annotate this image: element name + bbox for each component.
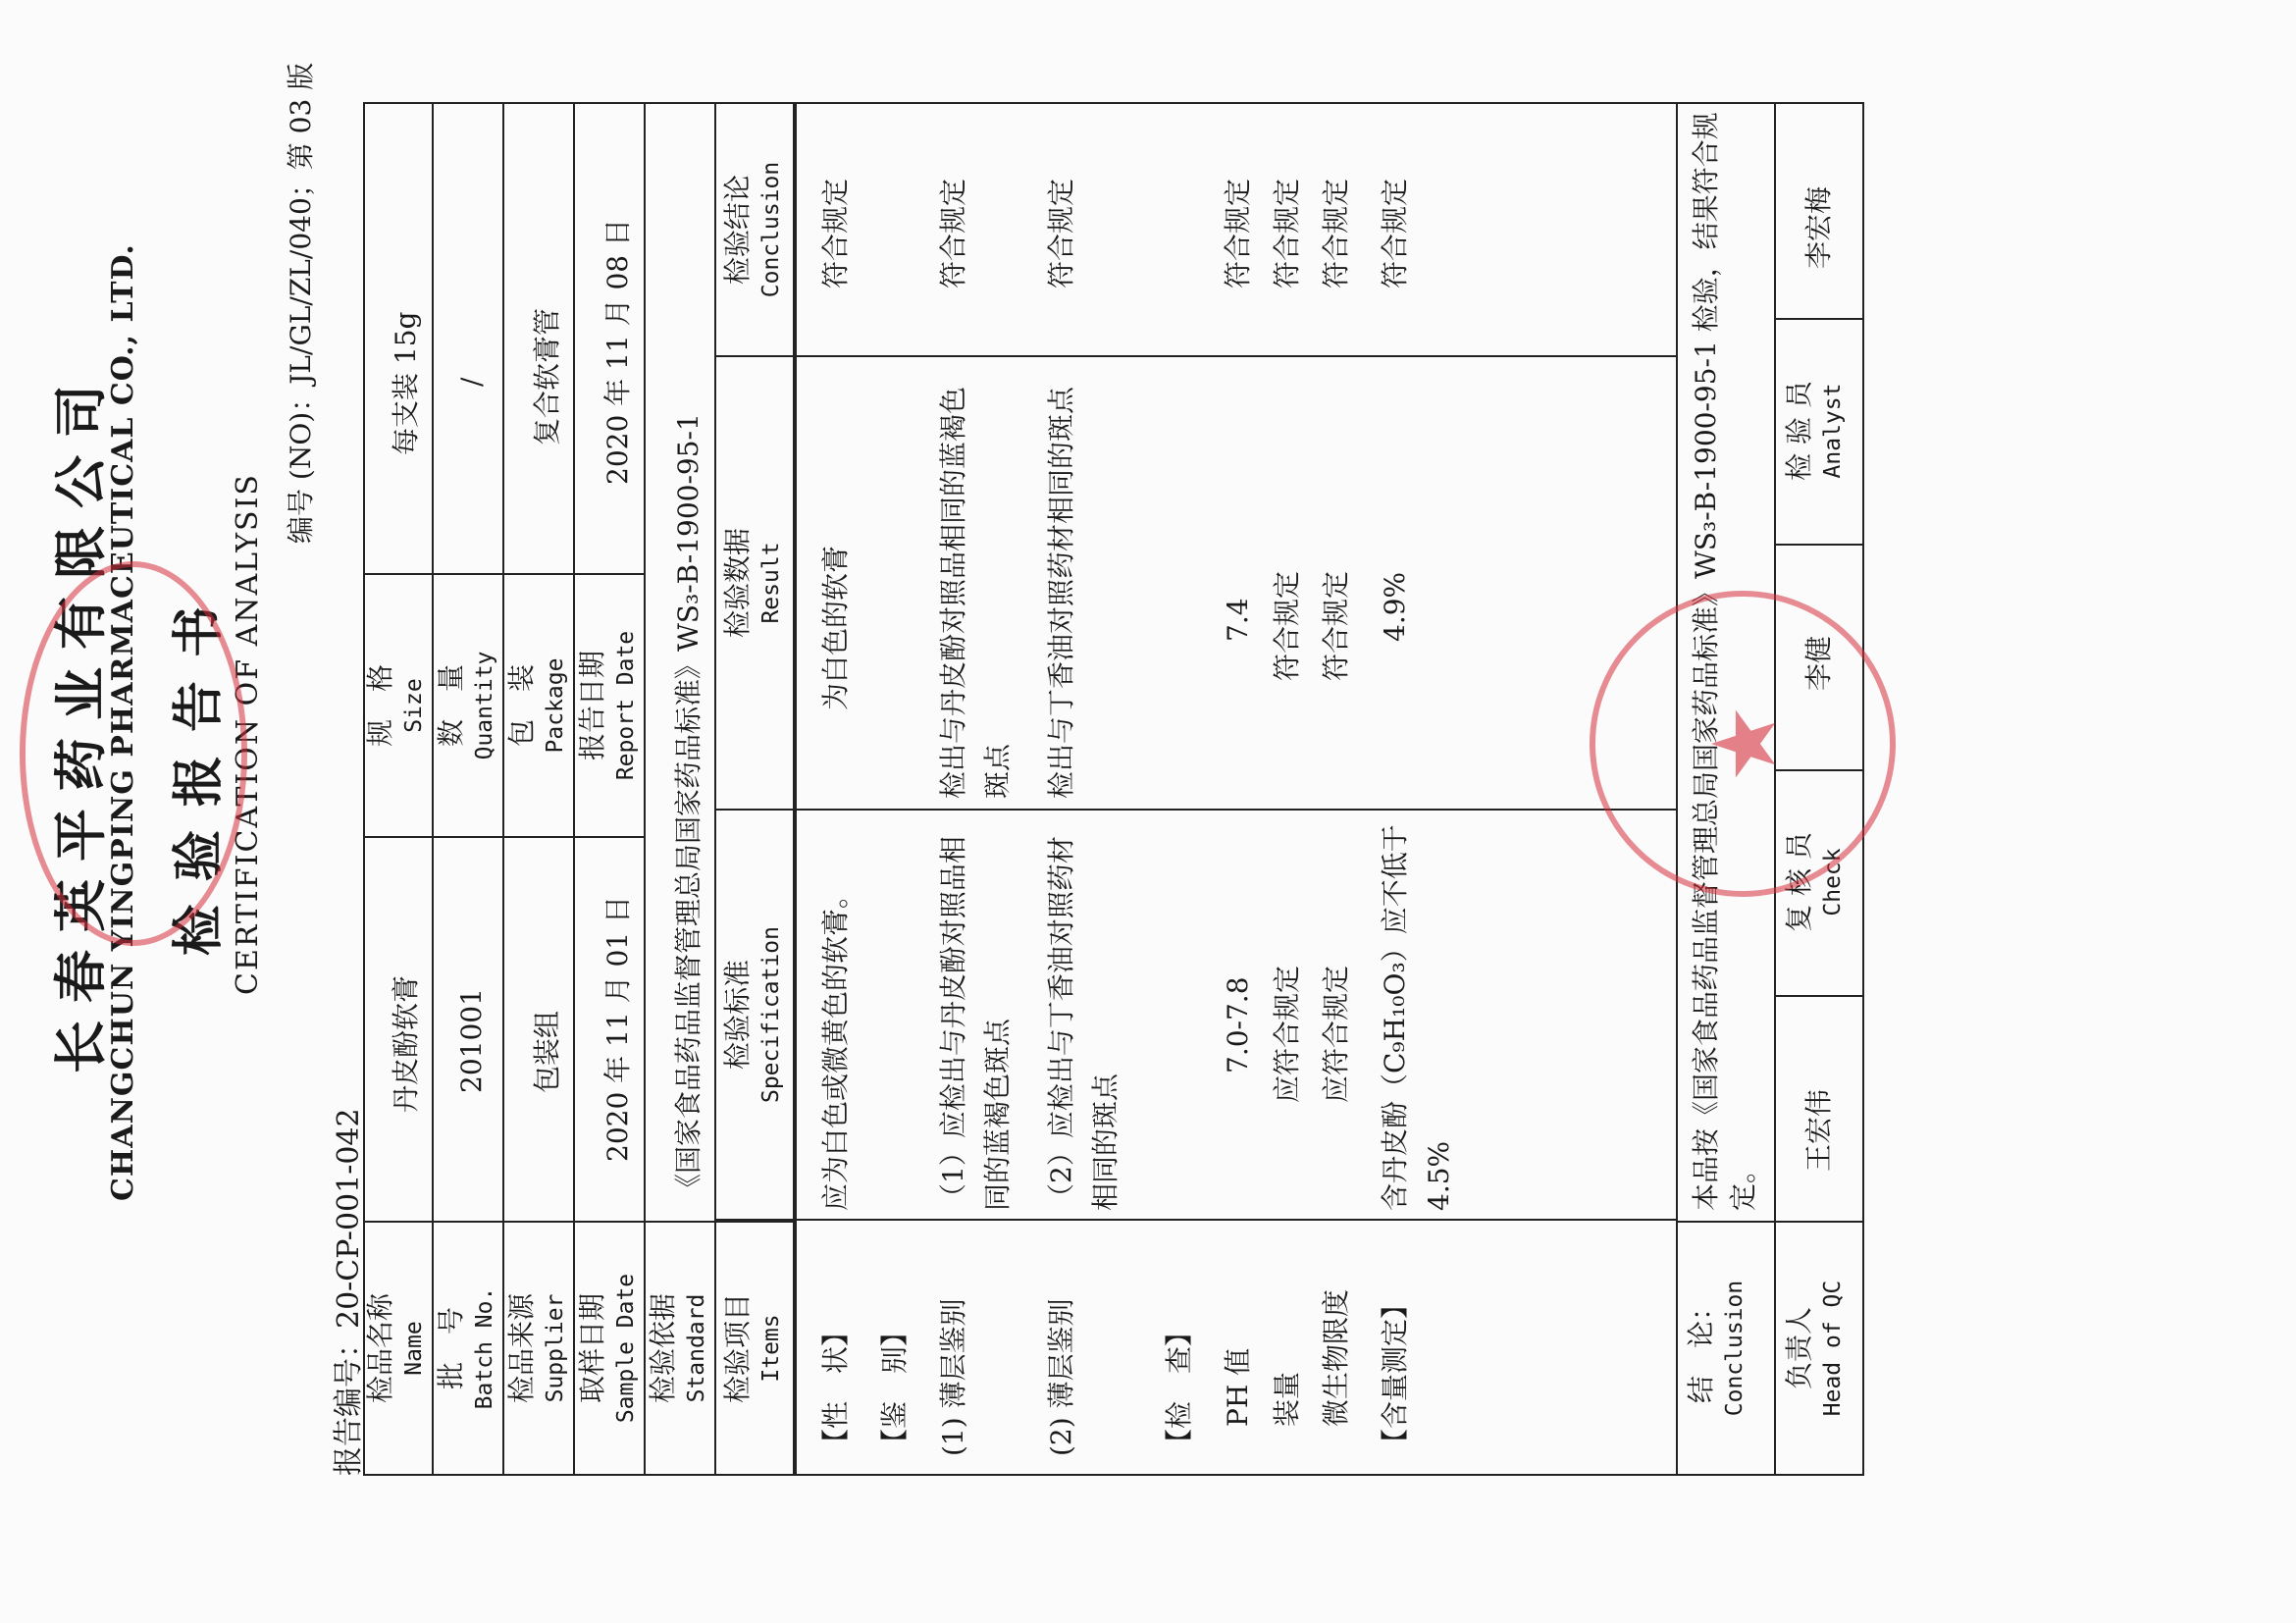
package-value: 复合软膏管 bbox=[531, 307, 563, 445]
conclusion-col-line bbox=[716, 102, 1678, 357]
check-name: 李健 bbox=[1802, 635, 1835, 691]
company-name-cn: 长春英平药业有限公司 bbox=[49, 367, 112, 1073]
document-number: 编号 (NO)：JL/GL/ZL/040；第 03 版 bbox=[285, 62, 317, 544]
company-name-en: CHANGCHUN YINGPING PHARMACEUTICAL CO., LTD. bbox=[106, 243, 140, 1201]
batch-label: 批 号 Batch No. bbox=[435, 1286, 498, 1410]
row-ph-item: PH 值 bbox=[1222, 1347, 1254, 1427]
batch-value: 201001 bbox=[455, 988, 488, 1093]
row-assay-result: 4.9% bbox=[1379, 571, 1411, 642]
package-label: 包 装 Package bbox=[505, 657, 569, 754]
row-fill-spec: 应符合规定 bbox=[1271, 965, 1303, 1103]
row-appearance-conclusion: 符合规定 bbox=[819, 178, 852, 288]
conclusion-label: 结 论： Conclusion bbox=[1685, 1280, 1748, 1417]
quantity-value: / bbox=[455, 377, 488, 387]
row-assay-conclusion: 符合规定 bbox=[1379, 178, 1411, 288]
row-tlc2-result: 检出与丁香油对照药材相同的斑点 bbox=[1045, 386, 1077, 799]
row-tlc1-spec: （1）应检出与丹皮酚对照品相同的蓝褐色斑点 bbox=[937, 836, 1014, 1211]
quantity-label: 数 量 Quantity bbox=[435, 651, 498, 760]
standard-value: 《国家食品药品监督管理总局国家药品标准》WS₃-B-1900-95-1 bbox=[672, 413, 704, 1201]
conclusion-text: 本品按《国家食品药品监督管理总局国家药品标准》WS₃-B-1900-95-1 检验，结果符合规定。 bbox=[1690, 112, 1759, 1211]
row-microbial-item: 微生物限度 bbox=[1320, 1288, 1352, 1427]
col-specification: 检验标准 Specification bbox=[721, 926, 785, 1104]
row-appearance-item: 【性 状】 bbox=[819, 1318, 852, 1456]
row-tests-heading: 【检 查】 bbox=[1163, 1318, 1195, 1456]
official-seal-stamp bbox=[1590, 591, 1896, 897]
size-label: 规 格 Size bbox=[364, 664, 428, 748]
sample-date-label: 取样日期 Sample Date bbox=[576, 1273, 640, 1424]
row-assay-item: 【含量测定】 bbox=[1379, 1290, 1411, 1456]
row-tlc2-conclusion: 符合规定 bbox=[1045, 178, 1077, 288]
supplier-value: 包装组 bbox=[531, 1010, 563, 1093]
head-of-qc-label: 负责人 Head of QC bbox=[1783, 1280, 1847, 1417]
row-tlc1-result: 检出与丹皮酚对照品相同的蓝褐色斑点 bbox=[937, 386, 1014, 799]
spec-col-lines bbox=[716, 809, 1678, 1221]
sample-date-value: 2020 年 11 月 01 日 bbox=[601, 895, 634, 1162]
col-conclusion: 检验结论 Conclusion bbox=[721, 161, 785, 298]
supplier-label: 检品来源 Supplier bbox=[505, 1293, 569, 1404]
row-fill-conclusion: 符合规定 bbox=[1271, 178, 1303, 288]
row-assay-spec: 含丹皮酚（C₉H₁₀O₃）应不低于 4.5% bbox=[1379, 824, 1455, 1211]
row-fill-item: 装量 bbox=[1271, 1371, 1303, 1427]
row-tlc2-item: (2) 薄层鉴别 bbox=[1045, 1298, 1077, 1456]
row-ph-spec: 7.0-7.8 bbox=[1222, 976, 1254, 1073]
col-items: 检验项目 Items bbox=[721, 1293, 785, 1404]
row-appearance-spec: 应为白色或微黄色的软膏。 bbox=[819, 880, 852, 1211]
row-tlc2-spec: （2）应检出与丁香油对照药材相同的斑点 bbox=[1045, 836, 1122, 1211]
report-number: 报告编号：20-CP-001-042 bbox=[332, 1108, 366, 1476]
analyst-name: 李宏梅 bbox=[1802, 185, 1835, 269]
row-tlc1-conclusion: 符合规定 bbox=[937, 178, 969, 288]
report-title-cn: 检验报告书 bbox=[169, 582, 229, 956]
row-ph-result: 7.4 bbox=[1222, 598, 1254, 642]
name-label: 检品名称 Name bbox=[364, 1293, 428, 1404]
row-appearance-result: 为白色的软膏 bbox=[819, 545, 852, 710]
row-identification-heading: 【鉴 别】 bbox=[878, 1318, 911, 1456]
report-date-label: 报告日期 Report Date bbox=[576, 630, 640, 781]
analyst-label: 检 验 员 Analyst bbox=[1783, 381, 1847, 481]
size-value: 每支装 15g bbox=[390, 311, 422, 455]
col-result: 检验数据 Result bbox=[721, 528, 785, 639]
check-label: 复 核 员 Check bbox=[1783, 832, 1847, 932]
row-tlc1-item: (1) 薄层鉴别 bbox=[937, 1298, 969, 1456]
row-microbial-result: 符合规定 bbox=[1320, 570, 1352, 681]
report-title-en: CERTIFICATION OF ANALYSIS bbox=[231, 473, 265, 995]
name-value: 丹皮酚软膏 bbox=[390, 974, 422, 1113]
row-fill-result: 符合规定 bbox=[1271, 570, 1303, 681]
seal-star-icon: ★ bbox=[1694, 704, 1797, 784]
report-date-value: 2020 年 11 月 08 日 bbox=[601, 218, 634, 485]
standard-label: 检验依据 Standard bbox=[647, 1293, 710, 1404]
head-of-qc-name: 王宏伟 bbox=[1802, 1088, 1835, 1172]
row-ph-conclusion: 符合规定 bbox=[1222, 178, 1254, 288]
row-microbial-conclusion: 符合规定 bbox=[1320, 178, 1352, 288]
row-microbial-spec: 应符合规定 bbox=[1320, 965, 1352, 1103]
company-stamp bbox=[20, 561, 247, 946]
